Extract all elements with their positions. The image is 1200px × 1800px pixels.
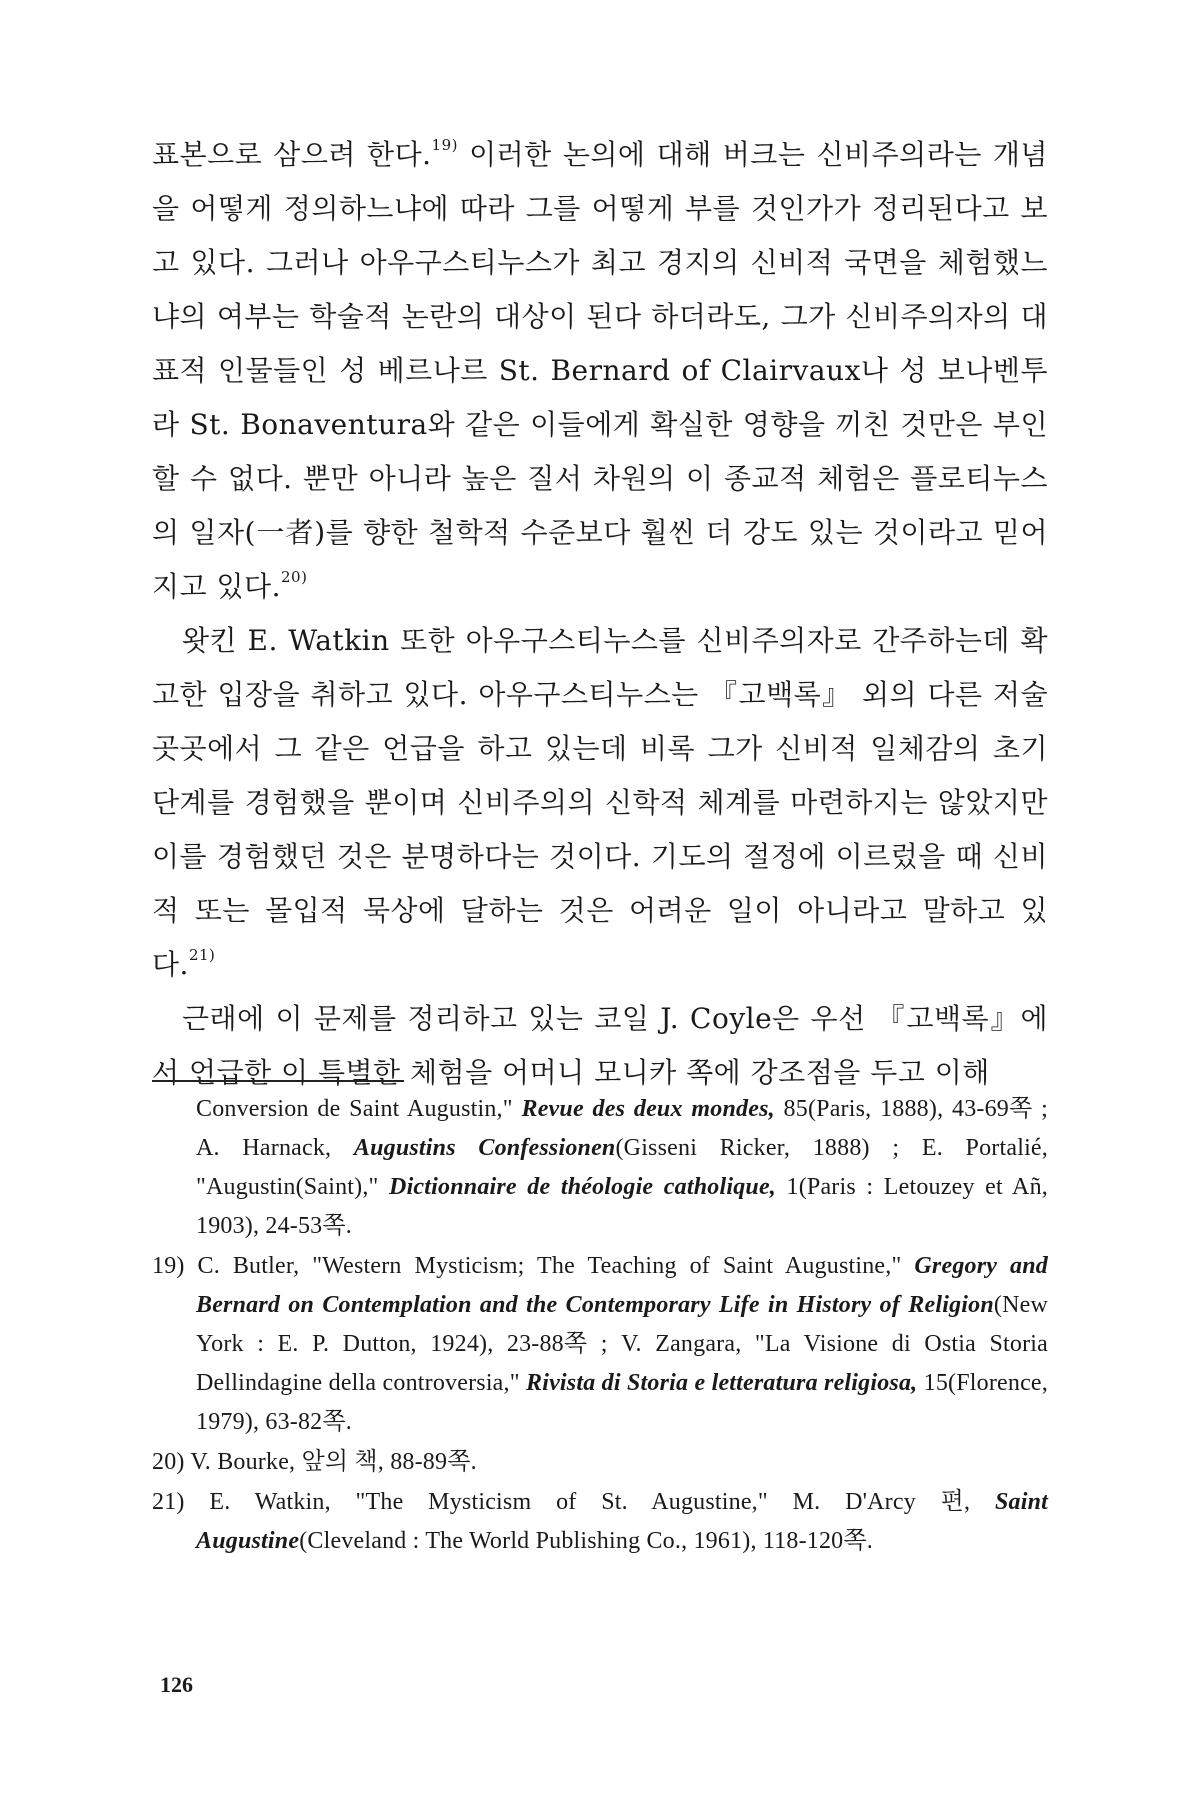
page-number: 126 [160, 1672, 193, 1697]
paragraph-2 [152, 614, 1048, 992]
footnote-19-text-c: 15(Florence, 1979), 63-82쪽. [196, 1370, 1048, 1435]
footnote-19-number: 19) [152, 1253, 185, 1279]
paragraph-1-text-b: 이러한 논의에 대해 버크는 신비주의라는 개념을 어떻게 정의하느냐에 따라 그를 어떻게 부를 것인가가 정리된다고 보고 있다. 그러나 아우구스티누스가 최고 경지의 신비적 국면을 체험했느냐의 여부는 학술적 논란의 대상이 된다 하더라도, 그가 신비주의자의 대표적 인물들인 성 베르나르 St. Bernard of Clairvaux나 성 보나벤투라 St. Bonaventura와 같은 이들에게 확실한 영향을 끼친 것만은 부인할 수 없다. 뿐만 아니라 높은 질서 차원의 이 종교적 체험은 플로티누스의 일자(一者)를 향한 철학적 수준보다 훨씬 더 강도 있는 것이라고 믿어지고 있다. [152, 138, 1048, 603]
footnote-continuation [152, 1090, 1048, 1246]
footnote-21-number: 21) [152, 1489, 185, 1515]
footnotes [152, 1090, 1048, 1561]
footnote-ref-19-mark: 19) [431, 136, 458, 154]
footnote-ref-20: 20) [281, 568, 308, 586]
footnote-21 [152, 1483, 1048, 1561]
footnote-cont-title-c: Dictionnaire de théologie catholique, [389, 1174, 776, 1200]
paragraph-3 [152, 992, 1048, 1100]
footnote-19 [152, 1247, 1048, 1442]
footnote-cont-title-b: Augustins Confessionen [353, 1135, 616, 1161]
footnote-21-text-a: E. Watkin, "The Mysticism of St. Augustine," M. D'Arcy 편, [184, 1489, 995, 1515]
footnote-21-text-b: (Cleveland : The World Publishing Co., 1961), 118-120쪽. [299, 1528, 873, 1554]
paragraph-1 [152, 128, 1048, 614]
footnote-19-title-b: Rivista di Storia e letteratura religiosa, [526, 1370, 918, 1396]
footnote-cont-text-a: Conversion de Saint Augustin," [196, 1096, 522, 1122]
footnote-19-text-a: C. Butler, "Western Mysticism; The Teaching of Saint Augustine," [184, 1253, 915, 1279]
main-text [152, 128, 1048, 1100]
footnote-ref-21: 21) [188, 946, 216, 964]
footnote-divider [152, 1080, 404, 1082]
footnote-cont-text-c: (Gisseni Ricker, 1888) ; E. Portalié, "Augustin(Saint)," [196, 1135, 1048, 1200]
footnote-19-title-a: Gregory and Bernard on Contemplation and the Contemporary Life in History of Religion [196, 1253, 1048, 1318]
paragraph-1-text-a: 표본으로 삼으려 한다. [152, 138, 432, 171]
paragraph-3-text: 근래에 이 문제를 정리하고 있는 코일 J. Coyle은 우선 『고백록』에서 언급한 이 특별한 체험을 어머니 모니카 쪽에 강조점을 두고 이해 [152, 1002, 1048, 1089]
footnote-cont-text-b: 85(Paris, 1888), 43-69쪽 ; A. Harnack, [196, 1096, 1048, 1161]
footnote-cont-text-d: 1(Paris : Letouzey et Añ, 1903), 24-53쪽. [196, 1174, 1048, 1239]
paragraph-2-text: 왓킨 E. Watkin 또한 아우구스티누스를 신비주의자로 간주하는데 확고한 입장을 취하고 있다. 아우구스티누스는 『고백록』 외의 다른 저술 곳곳에서 그 같은 언급을 하고 있는데 비록 그가 신비적 일체감의 초기 단계를 경험했을 뿐이며 신비주의의 신학적 체계를 마련하지는 않았지만 이를 경험했던 것은 분명하다는 것이다. 기도의 절정에 이르렀을 때 신비적 또는 몰입적 묵상에 달하는 것은 어려운 일이 아니라고 말하고 있다. [152, 624, 1048, 981]
footnote-20 [152, 1443, 1048, 1482]
footnote-21-title: Saint Augustine [196, 1489, 1048, 1554]
footnote-19-text-b: (New York : E. P. Dutton, 1924), 23-88쪽 ; V. Zangara, "La Visione di Ostia Storia Dellindagine della controversia," [196, 1292, 1048, 1396]
footnote-20-number: 20) [152, 1449, 185, 1475]
footnote-cont-title-a: Revue des deux mondes, [521, 1096, 775, 1122]
footnote-20-text: V. Bourke, 앞의 책, 88-89쪽. [184, 1449, 477, 1475]
